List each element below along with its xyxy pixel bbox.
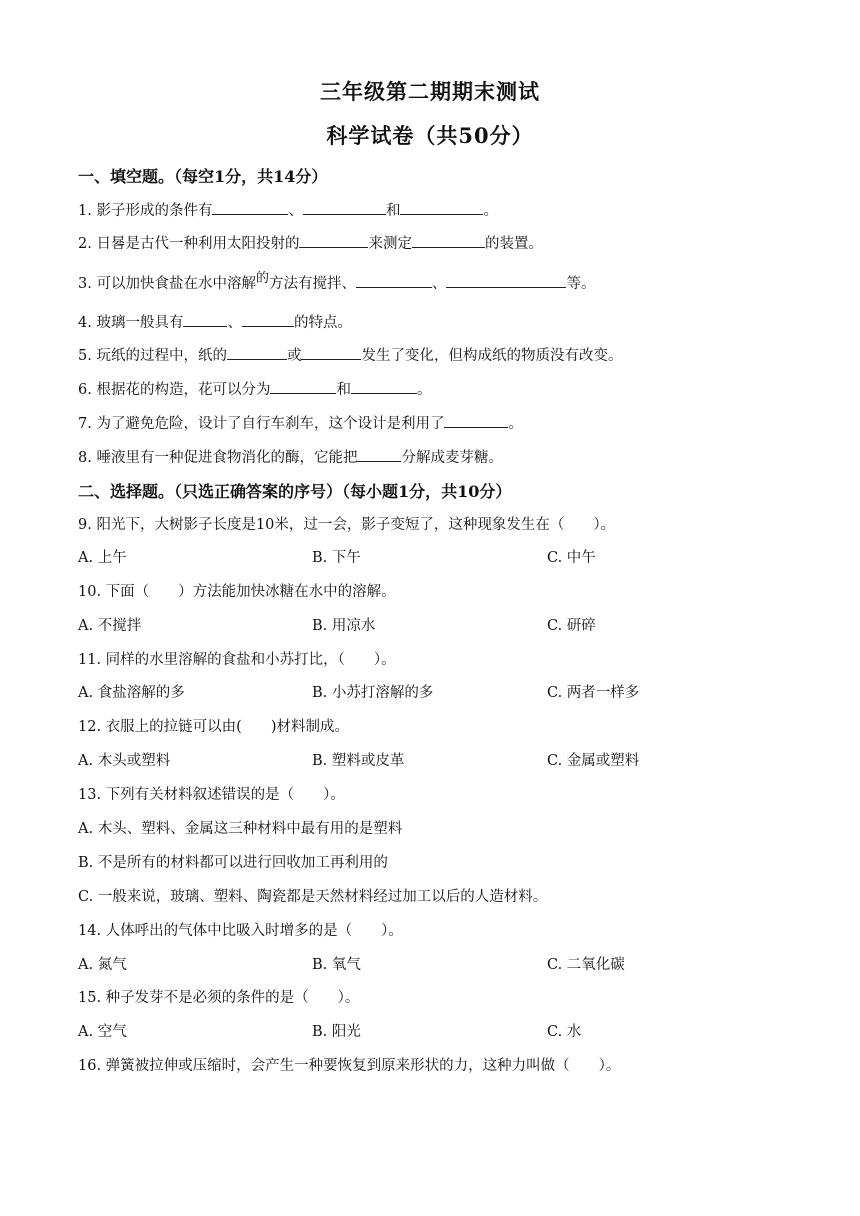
question-1: 1. 影子形成的条件有 、 和 。 [78, 199, 498, 220]
answer-blank[interactable] [446, 273, 566, 288]
question-16: 16. 弹簧被拉伸或压缩时，会产生一种要恢复到原来形状的力，这种力叫做（ ）。 [78, 1058, 621, 1074]
option-a[interactable]: A. 木头或塑料 [78, 753, 171, 769]
answer-blank[interactable] [299, 233, 368, 248]
section-fill-heading: 一、填空题。（每空1分，共14分） [78, 167, 328, 186]
question-13: 13. 下列有关材料叙述错误的是（ ）。 [78, 787, 345, 803]
option-b[interactable]: B. 塑料或皮革 [312, 753, 405, 769]
options-15 [78, 1020, 778, 1040]
question-6: 6. 根据花的构造，花可以分为 和 。 [78, 378, 431, 399]
question-9: 9. 阳光下，大树影子长度是10米，过一会，影子变短了，这种现象发生在（ ）。 [78, 517, 616, 533]
question-7: 7. 为了避免危险，设计了自行车刹车，这个设计是利用了 。 [78, 412, 523, 433]
option-c[interactable]: C. 中午 [547, 550, 596, 566]
option-c[interactable]: C. 二氧化碳 [547, 957, 625, 973]
answer-blank[interactable] [183, 312, 227, 327]
answer-blank[interactable] [400, 200, 483, 215]
options-10 [78, 614, 778, 634]
answer-blank[interactable] [357, 447, 401, 462]
page-title: 三年级第二期期末测试 [320, 79, 540, 104]
answer-blank[interactable] [356, 273, 432, 288]
option-a[interactable]: A. 空气 [78, 1024, 127, 1040]
question-5: 5. 玩纸的过程中，纸的 或 发生了变化，但构成纸的物质没有改变。 [78, 344, 622, 365]
answer-blank[interactable] [351, 379, 417, 394]
answer-blank[interactable] [212, 200, 288, 215]
option-a[interactable]: A. 上午 [78, 550, 127, 566]
option-b[interactable]: B. 下午 [312, 550, 361, 566]
option-c[interactable]: C. 研碎 [547, 618, 596, 634]
options-11 [78, 681, 778, 701]
question-10: 10. 下面（ ）方法能加快冰糖在水中的溶解。 [78, 584, 396, 600]
option-c[interactable]: C. 金属或塑料 [547, 753, 640, 769]
option-a[interactable]: A. 木头、塑料、金属这三种材料中最有用的是塑料 [78, 821, 403, 837]
options-12 [78, 749, 778, 769]
question-15: 15. 种子发芽不是必须的条件的是（ ）。 [78, 990, 360, 1006]
question-14: 14. 人体呼出的气体中比吸入时增多的是（ ）。 [78, 923, 403, 939]
question-2: 2. 日晷是古代一种利用太阳投射的 来测定 的装置。 [78, 232, 543, 253]
answer-blank[interactable] [270, 379, 336, 394]
option-b[interactable]: B. 用凉水 [312, 618, 376, 634]
question-8: 8. 唾液里有一种促进食物消化的酶，它能把 分解成麦芽糖。 [78, 446, 503, 467]
options-9 [78, 546, 778, 566]
option-a[interactable]: A. 食盐溶解的多 [78, 685, 185, 701]
answer-blank[interactable] [412, 233, 485, 248]
options-14 [78, 953, 778, 973]
option-b[interactable]: B. 不是所有的材料都可以进行回收加工再利用的 [78, 855, 388, 871]
question-3: 3. 可以加快食盐在水中溶解的方法有搅拌、 、 等。 [78, 271, 596, 292]
question-12: 12. 衣服上的拉链可以由( )材料制成。 [78, 719, 349, 735]
answer-blank[interactable] [444, 413, 508, 428]
option-a[interactable]: A. 氮气 [78, 957, 127, 973]
option-b[interactable]: B. 氧气 [312, 957, 361, 973]
answer-blank[interactable] [227, 345, 287, 360]
page-subtitle: 科学试卷（共50分） [326, 123, 534, 148]
option-c[interactable]: C. 两者一样多 [547, 685, 640, 701]
question-4: 4. 玻璃一般具有 、 的特点。 [78, 311, 352, 332]
answer-blank[interactable] [242, 312, 294, 327]
option-a[interactable]: A. 不搅拌 [78, 618, 142, 634]
section-choice-heading: 二、选择题。（只选正确答案的序号）（每小题1分，共10分） [78, 482, 512, 501]
question-11: 11. 同样的水里溶解的食盐和小苏打比，（ ）。 [78, 652, 396, 668]
answer-blank[interactable] [303, 200, 386, 215]
option-c[interactable]: C. 水 [547, 1024, 582, 1040]
option-b[interactable]: B. 阳光 [312, 1024, 361, 1040]
answer-blank[interactable] [301, 345, 361, 360]
option-b[interactable]: B. 小苏打溶解的多 [312, 685, 434, 701]
option-c[interactable]: C. 一般来说，玻璃、塑料、陶瓷都是天然材料经过加工以后的人造材料。 [78, 889, 548, 905]
